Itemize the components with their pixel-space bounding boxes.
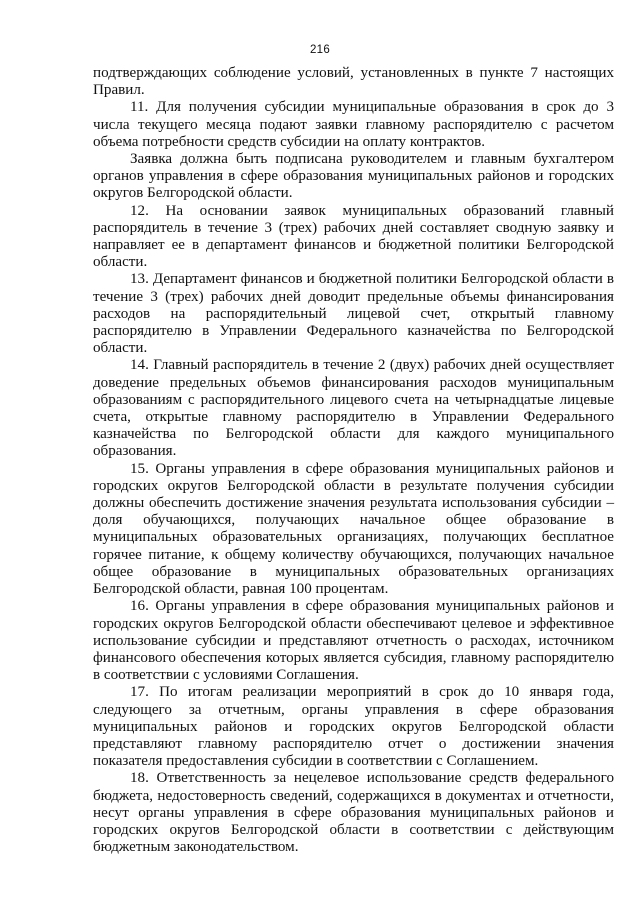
paragraph-16: 16. Органы управления в сфере образования муниципальных районов и городских округов Белгородской области обеспечивают целевое и эффективное использование субсидии и представляют отчетность о расходах, источником финансового обеспечения которых является субсидия, главному распорядителю в соответствии с условиями Соглашения. [93,598,614,684]
paragraph-12: 12. На основании заявок муниципальных образований главный распорядитель в течение 3 (трех) рабочих дней составляет сводную заявку и направляет ее в департамент финансов и бюджетной политики Белгородской области. [93,202,614,271]
paragraph-17: 17. По итогам реализации мероприятий в срок до 10 января года, следующего за отчетным, органы управления в сфере образования муниципальных районов и городских округов Белгородской области представляют главному распорядителю отчет о достижении значения показателя предоставления субсидии в соответствии с Соглашением. [93,684,614,770]
paragraph-14: 14. Главный распорядитель в течение 2 (двух) рабочих дней осуществляет доведение предельных объемов финансирования расходов муниципальным образованиям с распорядительного лицевого счета на четырнадцатые лицевые счета, открытые главному распорядителю в Управлении Федерального казначейства по Белгородской области для каждого муниципального образования. [93,357,614,460]
paragraph-15: 15. Органы управления в сфере образования муниципальных районов и городских округов Белгородской области в результате получения субсидии должны обеспечить достижение значения результата использования субсидии – доля обучающихся, получающих начальное общее образование в муниципальных образовательных организациях, получающих бесплатное горячее питание, к общему количеству обучающихся, получающих начальное общее образование в муниципальных образовательных организациях Белгородской области, равная 100 процентам. [93,460,614,598]
paragraph-continuation: подтверждающих соблюдение условий, установленных в пункте 7 настоящих Правил. [93,65,614,99]
paragraph-11: 11. Для получения субсидии муниципальные образования в срок до 3 числа текущего месяца подают заявки главному распорядителю с расчетом объема потребности средств субсидии на оплату контрактов. [93,99,614,150]
paragraph-18: 18. Ответственность за нецелевое использование средств федерального бюджета, недостоверность сведений, содержащихся в документах и отчетности, несут органы управления в сфере образования муниципальных районов и городских округов Белгородской области в соответствии с действующим бюджетным законодательством. [93,770,614,856]
document-body [93,65,614,856]
paragraph-11-signature: Заявка должна быть подписана руководителем и главным бухгалтером органов управления в сфере образования муниципальных районов и городских округов Белгородской области. [93,151,614,202]
paragraph-13: 13. Департамент финансов и бюджетной политики Белгородской области в течение 3 (трех) рабочих дней доводит предельные объемы финансирования расходов на распорядительный лицевой счет, открытый главному распорядителю в Управлении Федерального казначейства по Белгородской области. [93,271,614,357]
page-number: 216 [309,44,331,56]
